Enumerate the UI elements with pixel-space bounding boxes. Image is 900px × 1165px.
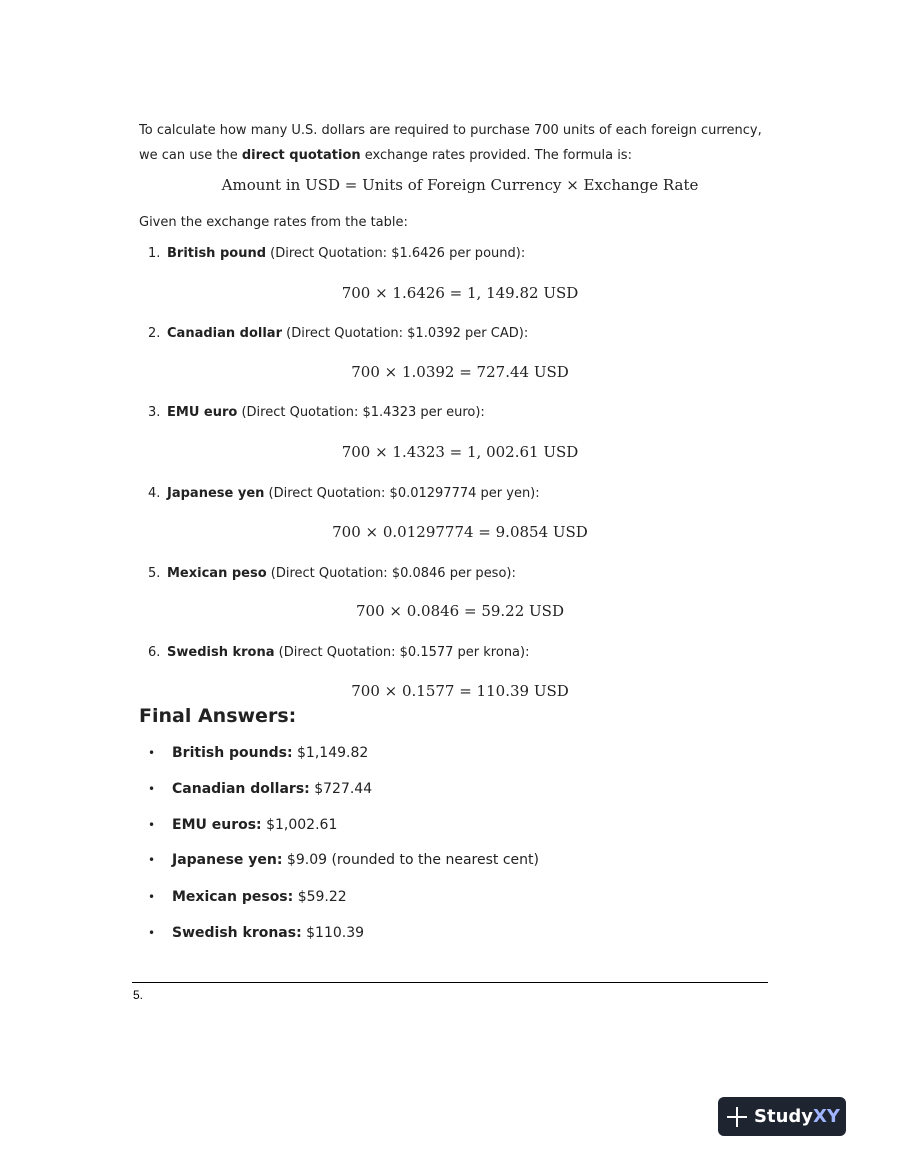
list-item-canadian-dollar bbox=[148, 326, 528, 341]
footnote-number: 5. bbox=[133, 988, 144, 1002]
currency-name: Swedish krona bbox=[167, 645, 275, 660]
answer-value: $110.39 bbox=[301, 925, 365, 941]
footnote-divider bbox=[132, 982, 768, 983]
studyxy-logo[interactable] bbox=[718, 1097, 846, 1136]
logo-accent-text: XY bbox=[813, 1106, 840, 1127]
list-number: 6. bbox=[148, 645, 161, 660]
calc-mexican-peso: 700 × 0.0846 = 59.22 USD bbox=[356, 602, 564, 620]
list-item-swedish-krona bbox=[148, 645, 529, 660]
quotation-detail: (Direct Quotation: $1.6426 per pound): bbox=[266, 246, 526, 261]
bullet-icon: • bbox=[148, 853, 156, 867]
calc-british-pound: 700 × 1.6426 = 1, 149.82 USD bbox=[341, 284, 579, 302]
calc-emu-euro: 700 × 1.4323 = 1, 002.61 USD bbox=[341, 443, 579, 461]
calc-canadian-dollar: 700 × 1.0392 = 727.44 USD bbox=[351, 363, 569, 381]
list-number: 1. bbox=[148, 246, 161, 261]
answer-label: Canadian dollars: bbox=[172, 781, 310, 797]
bullet-icon: • bbox=[148, 890, 156, 904]
answer-japanese-yen bbox=[148, 852, 539, 868]
bullet-icon: • bbox=[148, 926, 156, 940]
logo-text: Study bbox=[754, 1106, 814, 1127]
answer-value: $1,002.61 bbox=[261, 817, 338, 833]
list-number: 4. bbox=[148, 486, 161, 501]
bullet-icon: • bbox=[148, 746, 156, 760]
answer-emu-euros bbox=[148, 817, 337, 833]
answer-label: British pounds: bbox=[172, 745, 293, 761]
list-item-mexican-peso bbox=[148, 566, 516, 581]
list-number: 3. bbox=[148, 405, 161, 420]
bullet-icon: • bbox=[148, 782, 156, 796]
currency-name: Japanese yen bbox=[167, 486, 265, 501]
quotation-detail: (Direct Quotation: $0.0846 per peso): bbox=[266, 566, 516, 581]
list-number: 5. bbox=[148, 566, 161, 581]
answer-canadian-dollars bbox=[148, 781, 372, 797]
answer-label: Mexican pesos: bbox=[172, 889, 294, 905]
calc-swedish-krona: 700 × 0.1577 = 110.39 USD bbox=[351, 682, 569, 700]
answer-swedish-kronas bbox=[148, 925, 364, 941]
intro-bold-text: direct quotation bbox=[241, 148, 361, 163]
answer-british-pounds bbox=[148, 745, 368, 761]
answer-label: EMU euros: bbox=[172, 817, 262, 833]
answer-label: Japanese yen: bbox=[172, 852, 283, 868]
formula: Amount in USD = Units of Foreign Currency × Exchange Rate bbox=[221, 176, 699, 194]
answer-label: Swedish kronas: bbox=[172, 925, 302, 941]
quotation-detail: (Direct Quotation: $0.1577 per krona): bbox=[274, 645, 530, 660]
quotation-detail: (Direct Quotation: $1.4323 per euro): bbox=[237, 405, 485, 420]
currency-name: Mexican peso bbox=[167, 566, 267, 581]
list-item-british-pound bbox=[148, 246, 525, 261]
answer-value: $9.09 (rounded to the nearest cent) bbox=[282, 852, 539, 868]
answer-value: $727.44 bbox=[309, 781, 373, 797]
bullet-icon: • bbox=[148, 818, 156, 832]
final-answers-heading: Final Answers: bbox=[139, 705, 297, 727]
given-text: Given the exchange rates from the table: bbox=[139, 215, 408, 230]
answer-value: $1,149.82 bbox=[292, 745, 369, 761]
calc-japanese-yen: 700 × 0.01297774 = 9.0854 USD bbox=[332, 523, 588, 541]
quotation-detail: (Direct Quotation: $0.01297774 per yen): bbox=[264, 486, 540, 501]
intro-text-1: To calculate how many U.S. dollars are required to purchase 700 units of each foreign currency, we can use the bbox=[139, 123, 762, 163]
answer-mexican-pesos bbox=[148, 889, 347, 905]
plus-icon bbox=[726, 1106, 748, 1128]
list-item-emu-euro bbox=[148, 405, 485, 420]
intro-text-2: exchange rates provided. The formula is: bbox=[360, 148, 632, 163]
currency-name: British pound bbox=[167, 246, 267, 261]
currency-name: EMU euro bbox=[167, 405, 238, 420]
list-item-japanese-yen bbox=[148, 486, 540, 501]
intro-paragraph bbox=[139, 118, 779, 168]
answer-value: $59.22 bbox=[293, 889, 347, 905]
currency-name: Canadian dollar bbox=[167, 326, 282, 341]
list-number: 2. bbox=[148, 326, 161, 341]
quotation-detail: (Direct Quotation: $1.0392 per CAD): bbox=[282, 326, 529, 341]
